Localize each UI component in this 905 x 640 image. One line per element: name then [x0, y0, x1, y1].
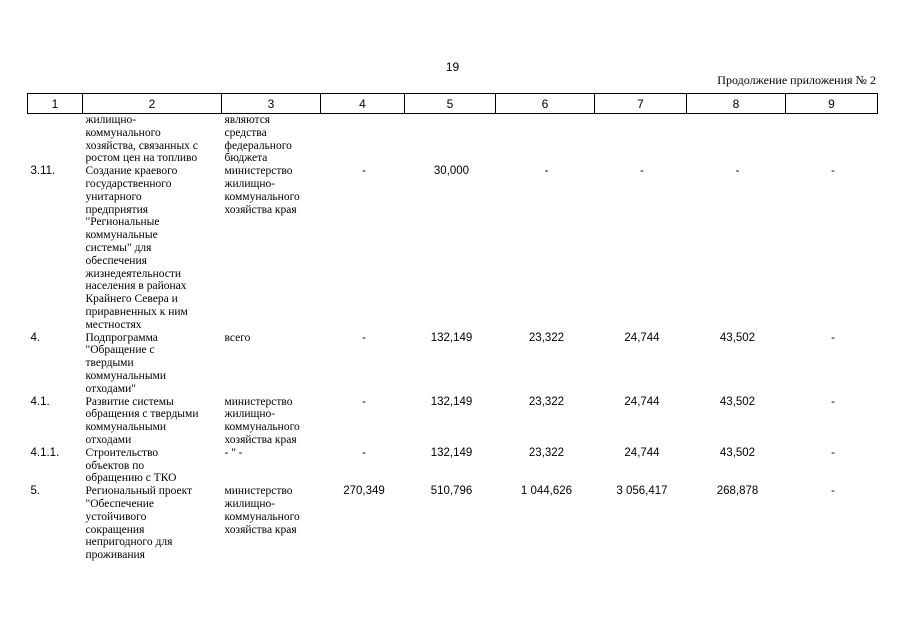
row-value [786, 114, 878, 166]
row-value: - [831, 485, 835, 498]
row-value: 23,322 [528, 395, 565, 408]
row-value: 268,878 [716, 485, 759, 498]
table-row [28, 165, 878, 331]
column-header: 5 [405, 94, 496, 114]
row-value: 43,502 [719, 446, 756, 459]
row-executor: всего [224, 331, 251, 344]
table-body [28, 114, 878, 562]
row-executor: являются средства федерального бюджета [224, 114, 292, 165]
row-value: - [831, 395, 835, 408]
row-value: - [362, 165, 366, 178]
row-value: - [735, 165, 740, 178]
row-value: 132,149 [430, 331, 473, 344]
row-name: жилищно- коммунального хозяйства, связанных с ростом цен на топливо [85, 114, 198, 165]
row-executor: - " - [224, 446, 243, 459]
row-code: 5. [30, 485, 41, 498]
row-value: 132,149 [430, 446, 473, 459]
column-header: 8 [687, 94, 786, 114]
column-header: 1 [28, 94, 83, 114]
row-name: Строительство объектов по обращению с ТКО [85, 446, 177, 485]
row-value [405, 114, 496, 166]
row-executor: министерство жилищно- коммунального хозяйства края [224, 485, 300, 536]
row-value [595, 114, 687, 166]
table-row [28, 447, 878, 485]
row-code: 3.11. [30, 165, 56, 178]
page-number: 19 [445, 60, 460, 74]
table-row [28, 114, 878, 166]
row-name: Развитие системы обращения с твердыми коммунальными отходами [85, 395, 199, 446]
budget-table [27, 93, 878, 562]
row-value: - [831, 446, 835, 459]
column-header: 6 [496, 94, 595, 114]
row-value [321, 114, 405, 166]
column-header: 9 [786, 94, 878, 114]
row-value: - [362, 331, 366, 344]
column-number-row [28, 94, 878, 114]
row-value: - [640, 165, 644, 178]
table-row [28, 485, 878, 562]
row-value: 270,349 [343, 485, 385, 498]
row-value [496, 114, 595, 166]
row-code: 4. [30, 331, 41, 344]
row-name: Создание краевого государственного унитарного предприятия "Региональные коммунальные системы" для обеспечения жизнедеятельности населения в районах Крайнего Севера и приравненных к ним местностях [85, 165, 188, 331]
row-value: - [831, 165, 835, 178]
table-row [28, 332, 878, 396]
row-value: - [831, 331, 835, 344]
row-value [687, 114, 786, 166]
row-value: 30,000 [433, 165, 470, 178]
row-value: 24,744 [624, 395, 660, 408]
row-value: 24,744 [624, 331, 660, 344]
row-value: - [544, 165, 549, 178]
row-value: 1 044,626 [520, 485, 573, 498]
row-code: 4.1. [30, 395, 50, 408]
row-code [28, 114, 83, 166]
appendix-continuation-label: Продолжение приложения № 2 [717, 73, 876, 87]
row-value: 23,322 [528, 446, 565, 459]
row-value: 132,149 [430, 395, 473, 408]
table-row [28, 396, 878, 447]
column-header: 3 [222, 94, 321, 114]
row-value: 43,502 [719, 395, 756, 408]
row-value: 43,502 [719, 331, 756, 344]
row-value: 510,796 [430, 485, 473, 498]
row-value: 23,322 [528, 331, 565, 344]
row-value: - [362, 446, 366, 459]
row-value: 24,744 [624, 446, 660, 459]
row-executor: министерство жилищно- коммунального хозяйства края [224, 395, 300, 446]
column-header: 2 [83, 94, 222, 114]
row-executor: министерство жилищно- коммунального хозяйства края [224, 165, 300, 216]
row-value: - [362, 395, 366, 408]
column-header: 7 [595, 94, 687, 114]
row-name: Региональный проект "Обеспечение устойчивого сокращения непригодного для проживания [85, 485, 193, 562]
row-code: 4.1.1. [30, 446, 60, 459]
row-value: 3 056,417 [616, 485, 668, 498]
row-name: Подпрограмма "Обращение с твердыми коммунальными отходами" [85, 331, 166, 395]
column-header: 4 [321, 94, 405, 114]
